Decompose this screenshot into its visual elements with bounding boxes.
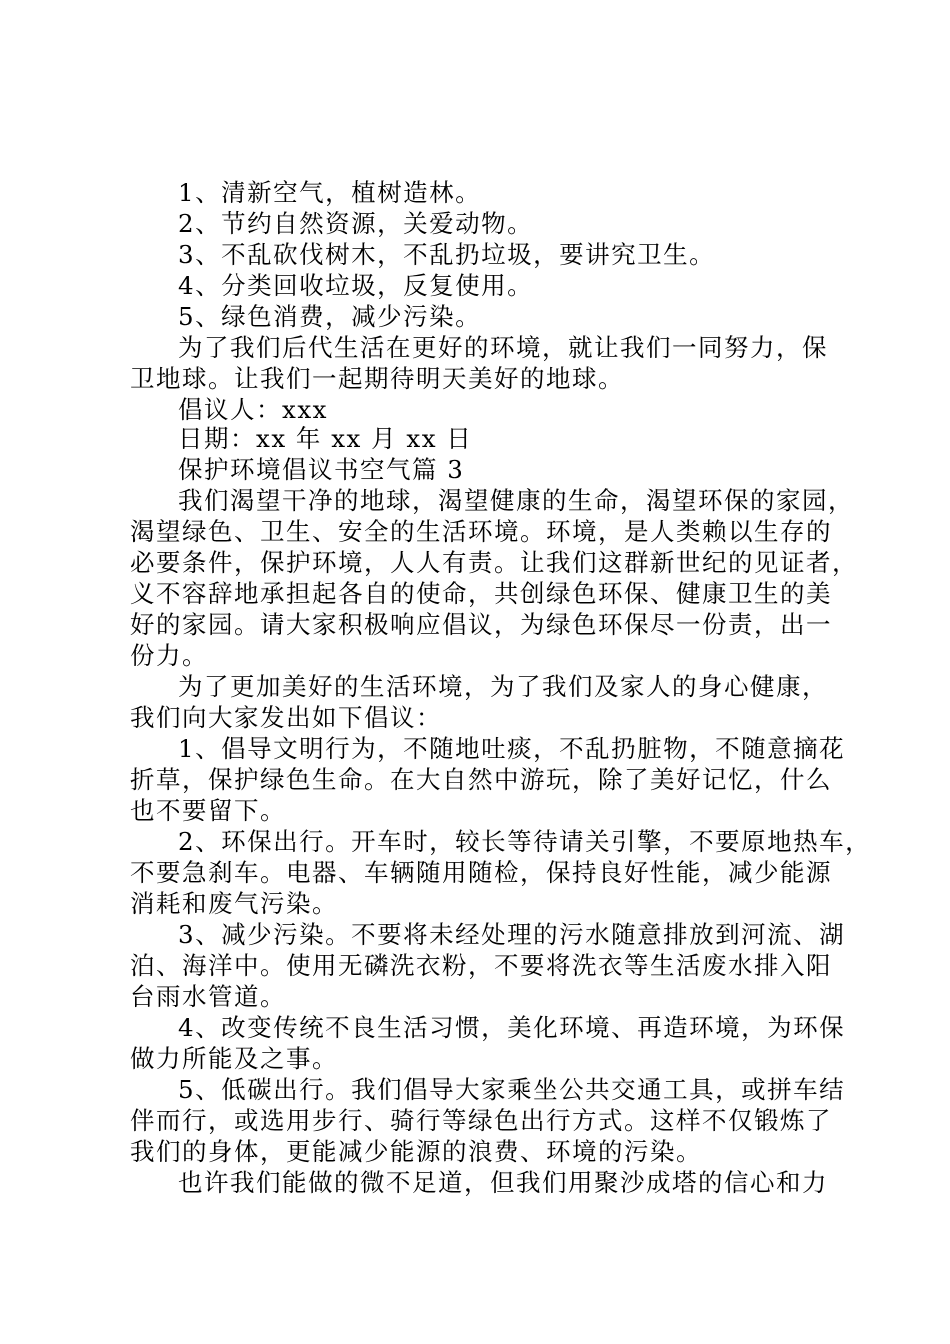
paragraph-line: 必要条件，保护环境，人人有责。让我们这群新世纪的见证者，	[130, 548, 858, 577]
list-item-2: 2、节约自然资源，关爱动物。	[178, 209, 534, 238]
paragraph-line: 我们渴望干净的地球，渴望健康的生命，渴望环保的家园，	[178, 486, 854, 515]
paragraph-line: 渴望绿色、卫生、安全的生活环境。环境，是人类赖以生存的	[130, 517, 832, 546]
proposal-item-2: 2、环保出行。开车时，较长等待请关引擎，不要原地热车，	[178, 827, 872, 856]
paragraph-line: 为了我们后代生活在更好的环境，就让我们一同努力，保	[178, 333, 828, 362]
proposal-item-1: 1、倡导文明行为，不随地吐痰，不乱扔脏物，不随意摘花	[178, 734, 846, 763]
paragraph-line: 也不要留下。	[130, 796, 286, 825]
proposal-item-3: 3、减少污染。不要将未经处理的污水随意排放到河流、湖	[178, 920, 846, 949]
date-line: 日期：xx 年 xx 月 xx 日	[178, 424, 473, 453]
paragraph-line: 台雨水管道。	[130, 982, 286, 1011]
paragraph-line: 我们向大家发出如下倡议：	[130, 703, 442, 732]
paragraph-line: 伴而行，或选用步行、骑行等绿色出行方式。这样不仅锻炼了	[130, 1106, 832, 1135]
proposal-item-5: 5、低碳出行。我们倡导大家乘坐公共交通工具，或拼车结	[178, 1075, 846, 1104]
paragraph-line: 不要急刹车。电器、车辆随用随检，保持良好性能，减少能源	[130, 858, 832, 887]
list-item-3: 3、不乱砍伐树木，不乱扔垃圾，要讲究卫生。	[178, 240, 716, 269]
proposer-line: 倡议人：xxx	[178, 395, 328, 424]
paragraph-line: 份力。	[130, 641, 208, 670]
paragraph-line: 好的家园。请大家积极响应倡议，为绿色环保尽一份责，出一	[130, 610, 832, 639]
paragraph-line: 卫地球。让我们一起期待明天美好的地球。	[130, 364, 624, 393]
list-item-5: 5、绿色消费，减少污染。	[178, 302, 482, 331]
paragraph-line: 我们的身体，更能减少能源的浪费、环境的污染。	[130, 1137, 702, 1166]
paragraph-line: 折草，保护绿色生命。在大自然中游玩，除了美好记忆，什么	[130, 765, 832, 794]
paragraph-line: 消耗和废气污染。	[130, 889, 338, 918]
section-title: 保护环境倡议书空气篇 3	[178, 455, 465, 484]
paragraph-line: 泊、海洋中。使用无磷洗衣粉，不要将洗衣等生活废水排入阳	[130, 951, 832, 980]
list-item-1: 1、清新空气，植树造林。	[178, 178, 482, 207]
proposal-item-4: 4、改变传统不良生活习惯，美化环境、再造环境，为环保	[178, 1013, 846, 1042]
paragraph-line: 义不容辞地承担起各自的使命，共创绿色环保、健康卫生的美	[130, 579, 832, 608]
list-item-4: 4、分类回收垃圾，反复使用。	[178, 271, 534, 300]
paragraph-line: 做力所能及之事。	[130, 1044, 338, 1073]
paragraph-line: 也许我们能做的微不足道，但我们用聚沙成塔的信心和力	[178, 1168, 828, 1197]
paragraph-line: 为了更加美好的生活环境，为了我们及家人的身心健康，	[178, 672, 828, 701]
